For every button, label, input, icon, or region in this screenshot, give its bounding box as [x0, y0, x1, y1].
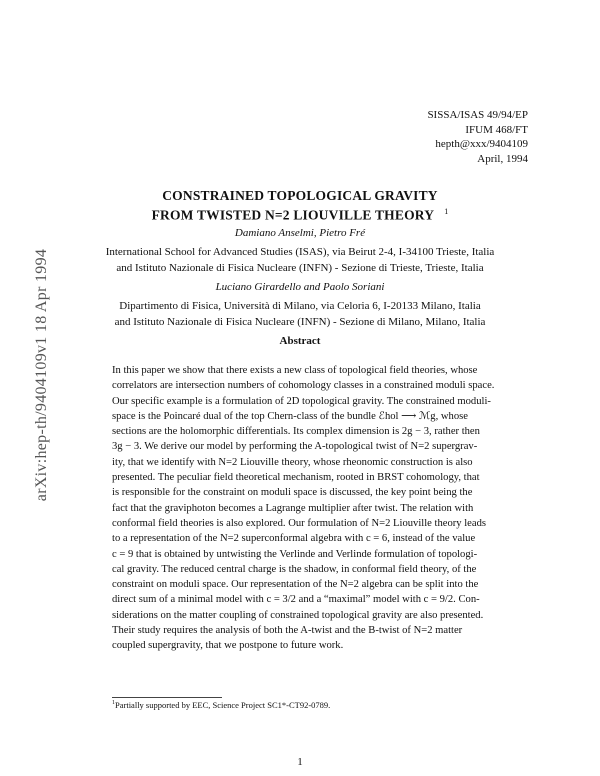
page-number: 1	[297, 756, 303, 768]
date: April, 1994	[477, 152, 528, 165]
affiliation	[0, 245, 600, 276]
abstract-line: to a representation of the N=2 superconformal algebra with c = 6, instead of the value	[112, 533, 476, 545]
abstract-heading: Abstract	[279, 335, 321, 347]
abstract-line: is responsible for the constraint on moduli space is discussed, the key point being the	[112, 487, 473, 499]
abstract-line: correlators are intersection numbers of cohomology classes in a constrained moduli space.	[112, 380, 495, 392]
abstract-line: Our specific example is a formulation of 2D topological gravity. The constrained moduli-	[112, 395, 491, 407]
paper-title	[0, 188, 600, 224]
preprint-info	[427, 108, 528, 166]
author-names: Luciano Girardello and Paolo Soriani	[215, 281, 385, 293]
title-line-text: FROM TWISTED N=2 LIOUVILLE THEORY	[151, 207, 435, 223]
footnote-divider	[112, 697, 222, 698]
footnote-text: Partially supported by EEC, Science Project SC1*-CT92-0789.	[115, 700, 331, 710]
affiliation-line: International School for Advanced Studies (ISAS), via Beirut 2-4, I-34100 Trieste, Italia	[105, 246, 495, 258]
abstract-line: sections are the holomorphic differentials. Its complex dimension is 2g − 3, rather then	[112, 426, 480, 438]
author-names: Damiano Anselmi, Pietro Fré	[234, 227, 366, 239]
report-number: IFUM 468/FT	[465, 123, 528, 136]
affiliation-line: and Istituto Nazionale di Fisica Nucleare (INFN) - Sezione di Trieste, Trieste, Italia	[116, 261, 484, 274]
abstract-line: coupled supergravity, that we postpone to future work.	[112, 640, 344, 652]
title-line: CONSTRAINED TOPOLOGICAL GRAVITY	[162, 188, 438, 203]
title-footnote-mark: 1	[444, 207, 449, 216]
abstract-line: space is the Poincaré dual of the top Chern-class of the bundle ℰhol ⟶ ℳg, whose	[112, 410, 468, 422]
abstract-line: 3g − 3. We derive our model by performing the A-topological twist of N=2 supergrav-	[112, 441, 478, 453]
abstract-body	[112, 363, 525, 654]
abstract-line: siderations on the matter coupling of constrained topological gravity are also presented.	[112, 609, 484, 621]
abstract-line: direct sum of a minimal model with c = 3/2 and a “maximal” model with c = 9/2. Con-	[112, 594, 480, 606]
footnote	[112, 700, 330, 710]
affiliation-line: Dipartimento di Fisica, Università di Milano, via Celoria 6, I-20133 Milano, Italia	[119, 300, 481, 312]
abstract-line: presented. The peculiar field theoretical mechanism, rooted in BRST cohomology, that	[112, 472, 480, 484]
affiliation-line: and Istituto Nazionale di Fisica Nucleare (INFN) - Sezione di Milano, Milano, Italia	[114, 315, 486, 328]
abstract-line: ity, that we identify with N=2 Liouville theory, whose rheonomic construction is also	[112, 456, 473, 468]
abstract-line: constraint on moduli space. Our representation of the N=2 algebra can be split into the	[112, 579, 479, 591]
abstract-line: conformal field theories is also explored. Our formulation of N=2 Liouville theory leads	[112, 517, 487, 529]
affiliation	[0, 299, 600, 330]
abstract-line: fact that the graviphoton becomes a Lagrange multiplier after twist. The relation with	[112, 502, 474, 514]
abstract-line: Their study requires the analysis of both the A-twist and the B-twist of N=2 matter	[112, 625, 463, 637]
arxiv-identifier: arXiv:hep-th/9404109v1 18 Apr 1994	[33, 248, 50, 502]
archive-id: hepth@xxx/9404109	[435, 138, 528, 150]
report-number: SISSA/ISAS 49/94/EP	[427, 109, 528, 121]
abstract-line: c = 9 that is obtained by untwisting the Verlinde and Verlinde formulation of topologi-	[112, 548, 478, 560]
abstract-line: In this paper we show that there exists a new class of topological field theories, whose	[112, 365, 478, 376]
abstract-line: cal gravity. The reduced central charge is the shadow, in conformal field theory, of the	[112, 563, 477, 575]
title-line	[0, 204, 600, 224]
footnote-mark: 1	[112, 700, 115, 707]
